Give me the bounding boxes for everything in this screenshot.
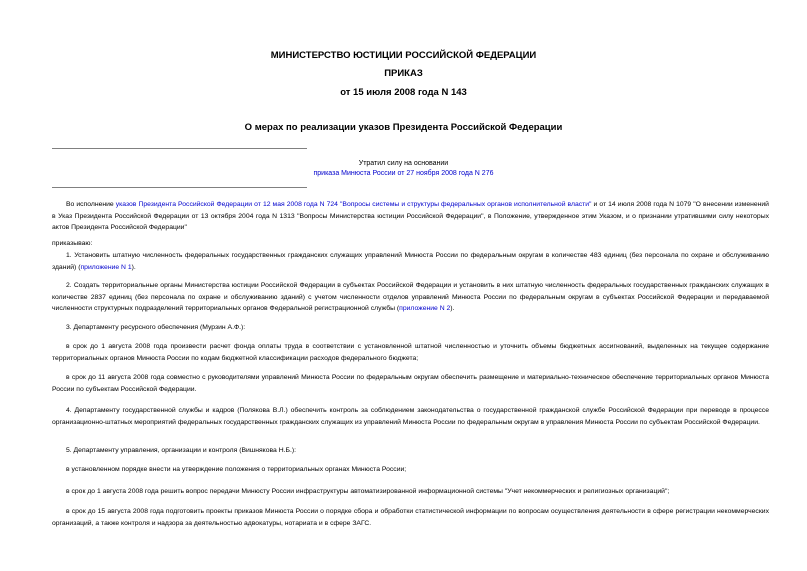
status-link-line — [0, 170, 807, 177]
doc-date-number: от 15 июля 2008 года N 143 — [340, 87, 467, 98]
item-1-text: 1. Установить штатную численность федеральных государственных гражданских служащих управлений Минюста России по федеральным округам в количестве 483 единиц (без персонала по охране и обслуживанию зданий) ( — [52, 252, 769, 271]
item-5a-paragraph: в установленном порядке внести на утверждение положения о территориальных органах Минюста России; — [66, 466, 407, 473]
divider-top — [52, 148, 307, 149]
item-1-paragraph — [52, 250, 769, 273]
item-5c-paragraph: в срок до 15 августа 2008 года подготовить проекты приказов Минюста России о порядке сбора и обработки статистической информации по вопросам осуществления деятельности в сфере регистрации некоммерческих организаций, а также контроля и надзора за деятельностью адвокатуры, нотариата и в сфере ЗАГС. — [52, 508, 769, 527]
item-3b-paragraph: в срок до 11 августа 2008 года совместно с руководителями управлений Минюста России по федеральным округам обеспечить размещение и материально-техническое обеспечение территориальных органов Минюста России по субъектам Российской Федерации. — [52, 374, 769, 393]
item-2-end: ). — [450, 305, 455, 312]
appendix-1-link[interactable]: приложение N 1 — [80, 263, 132, 271]
appendix-2-link[interactable]: приложение N 2 — [399, 305, 451, 312]
doc-type-title: ПРИКАЗ — [384, 68, 423, 79]
preamble-text-end: и от 14 июля 2008 года N 1079 "О внесении изменений в Указ Президента Российской Федерации от 13 октября 2004 года N 1313 "Вопросы Министерства юстиции Российской Федерации", в Положение, утвержденное этим Указом, и о признании утратившими силу некоторых актов Президента Российской Федерации" — [52, 201, 769, 231]
item-5b-paragraph: в срок до 1 августа 2008 года решить вопрос передачи Минюсту России инфраструктуры автоматизированной информационной системы "Учет некоммерческих и религиозных организаций"; — [66, 488, 670, 495]
ministry-title: МИНИСТЕРСТВО ЮСТИЦИИ РОССИЙСКОЙ ФЕДЕРАЦИИ — [270, 50, 537, 61]
item-5-paragraph: 5. Департаменту управления, организации и контроля (Вишнякова Н.Б.): — [66, 447, 297, 454]
status-note: Утратил силу на основании — [358, 160, 449, 167]
item-3-paragraph: 3. Департаменту ресурсного обеспечения (Мурзин А.Ф.): — [66, 324, 246, 331]
preamble-paragraph — [52, 199, 769, 234]
repeal-order-link[interactable]: приказа Минюста России от 27 ноября 2008 года N 276 — [313, 170, 494, 177]
item-2-text: 2. Создать территориальные органы Министерства юстиции Российской Федерации в субъектах Российской Федерации и установить в них штатную численность федеральных государственных гражданских служащих в количестве 2837 единиц (без персонала по охране и обслуживанию зданий) с учетом численности отделов управлений Минюста России по федеральным округам в субъектах Российской Федерации и передаваемой численности структурных подразделений территориальных органов Федеральной регистрационной службы ( — [52, 282, 769, 312]
divider-bottom — [52, 187, 307, 188]
preamble-text-start: Во исполнение — [66, 201, 116, 208]
item-4-paragraph: 4. Департаменту государственной службы и кадров (Полякова В.Л.) обеспечить контроль за соблюдением законодательства о государственной гражданской службе Российской Федерации при переводе в процессе организационно-штатных мероприятий федеральных государственных гражданских служащих из управлений Минюста России по федеральным округам в управления Минюста России по субъектам Российской Федерации. — [52, 407, 769, 426]
decrees-link[interactable]: указов Президента Российской Федерации от 12 мая 2008 года N 724 "Вопросы системы и структуры федеральных органов исполнительной власти" — [115, 201, 592, 208]
item-3a-paragraph: в срок до 1 августа 2008 года произвести расчет фонда оплаты труда в соответствии с установленной штатной численностью и уточнить объемы бюджетных ассигнований, выделенных на текущее содержание территориальных органов Минюста России по кодам бюджетной классификации расходов федерального бюджета; — [52, 343, 769, 362]
doc-subject: О мерах по реализации указов Президента Российской Федерации — [244, 122, 563, 133]
item-2-paragraph — [52, 280, 769, 315]
item-1-end: ). — [131, 263, 136, 271]
order-word: приказываю: — [52, 240, 93, 247]
